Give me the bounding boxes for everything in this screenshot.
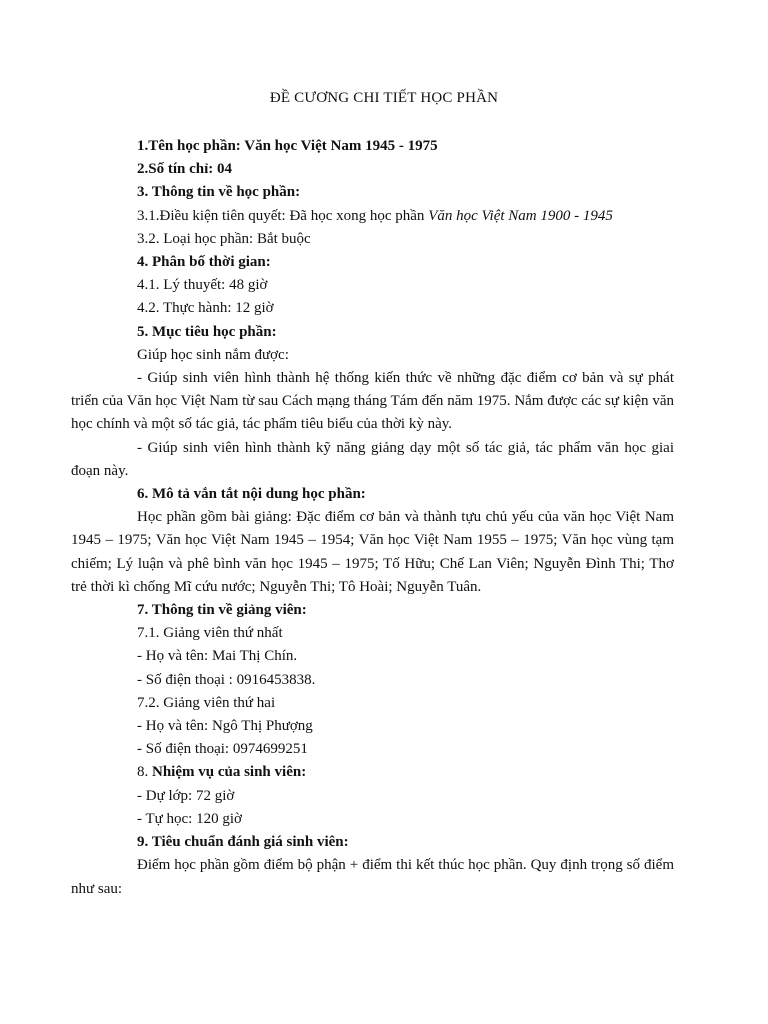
section-9-assessment: [71, 854, 674, 900]
student-self-study: - Tự học: 120 giờ: [137, 810, 242, 827]
section-7-heading: 7. Thông tin về giảng viên:: [137, 602, 307, 619]
student-attendance: - Dự lớp: 72 giờ: [137, 787, 235, 804]
lecturer-2-heading: 7.2. Giảng viên thứ hai: [137, 694, 276, 711]
section-8-number: 8.: [137, 764, 152, 781]
section-4-heading: 4. Phân bố thời gian:: [137, 254, 271, 271]
prerequisite-course: Văn học Việt Nam 1900 - 1945: [428, 207, 613, 224]
section-4-2-practice: 4.2. Thực hành: 12 giờ: [137, 300, 274, 317]
lecturer-2-phone: - Số điện thoại: 0974699251: [137, 741, 308, 758]
section-5-objectives: [71, 367, 674, 483]
description-paragraph: Học phần gồm bài giảng: Đặc điểm cơ bản và thành tựu chủ yếu của văn học Việt Nam 1945 – 1975; Văn học Việt Nam 1945 – 1954; Văn học Việt Nam 1955 – 1975; Văn học vùng tạm chiếm; Lý luận và phê bình văn học 1945 – 1975; Tố Hữu; Chế Lan Viên; Nguyễn Đình Thi; Thơ trẻ thời kì chống Mĩ cứu nước; Nguyễn Thi; Tô Hoài; Nguyễn Tuân.: [71, 509, 674, 595]
section-4-1-theory: 4.1. Lý thuyết: 48 giờ: [137, 277, 268, 294]
section-9-heading: 9. Tiêu chuẩn đánh giá sinh viên:: [137, 834, 349, 851]
section-1-course-name: 1.Tên học phần: Văn học Việt Nam 1945 - 1975: [137, 138, 438, 154]
section-8-title: Nhiệm vụ của sinh viên:: [152, 764, 307, 781]
section-3-1-prerequisite: [137, 205, 674, 228]
lecturer-2-name: - Họ và tên: Ngô Thị Phượng: [137, 718, 313, 735]
assessment-paragraph: Điểm học phần gồm điểm bộ phận + điểm thi kết thúc học phần. Quy định trọng số điểm như sau:: [71, 857, 674, 897]
prerequisite-text: 3.1.Điều kiện tiên quyết: Đã học xong học phần: [137, 207, 429, 224]
section-3-heading: 3. Thông tin về học phần:: [137, 184, 301, 201]
section-3-2-course-type: 3.2. Loại học phần: Bắt buộc: [137, 230, 311, 247]
document-title: ĐỀ CƯƠNG CHI TIẾT HỌC PHẦN: [269, 90, 499, 106]
section-2-credits: 2.Số tín chỉ: 04: [137, 161, 233, 178]
document-body: [71, 135, 674, 901]
section-5-heading: 5. Mục tiêu học phần:: [137, 323, 277, 340]
section-8-heading: [137, 761, 674, 784]
lecturer-1-phone: - Số điện thoại : 0916453838.: [137, 671, 316, 688]
section-5-intro: Giúp học sinh nắm được:: [137, 346, 289, 363]
section-6-description: [71, 506, 674, 599]
lecturer-1-name: - Họ và tên: Mai Thị Chín.: [137, 648, 298, 665]
objective-paragraph-1: - Giúp sinh viên hình thành hệ thống kiến thức về những đặc điểm cơ bản và sự phát triển của Văn học Việt Nam từ sau Cách mạng tháng Tám đến năm 1975. Nắm được các sự kiện văn học chính và một số tác giả, tác phẩm tiêu biểu của thời kỳ này.: [71, 370, 674, 433]
objective-paragraph-2: - Giúp sinh viên hình thành kỹ năng giảng dạy một số tác giả, tác phẩm văn học giai đoạn này.: [71, 439, 674, 479]
lecturer-1-heading: 7.1. Giảng viên thứ nhất: [137, 625, 283, 642]
section-6-heading: 6. Mô tả vắn tắt nội dung học phần:: [137, 486, 366, 503]
